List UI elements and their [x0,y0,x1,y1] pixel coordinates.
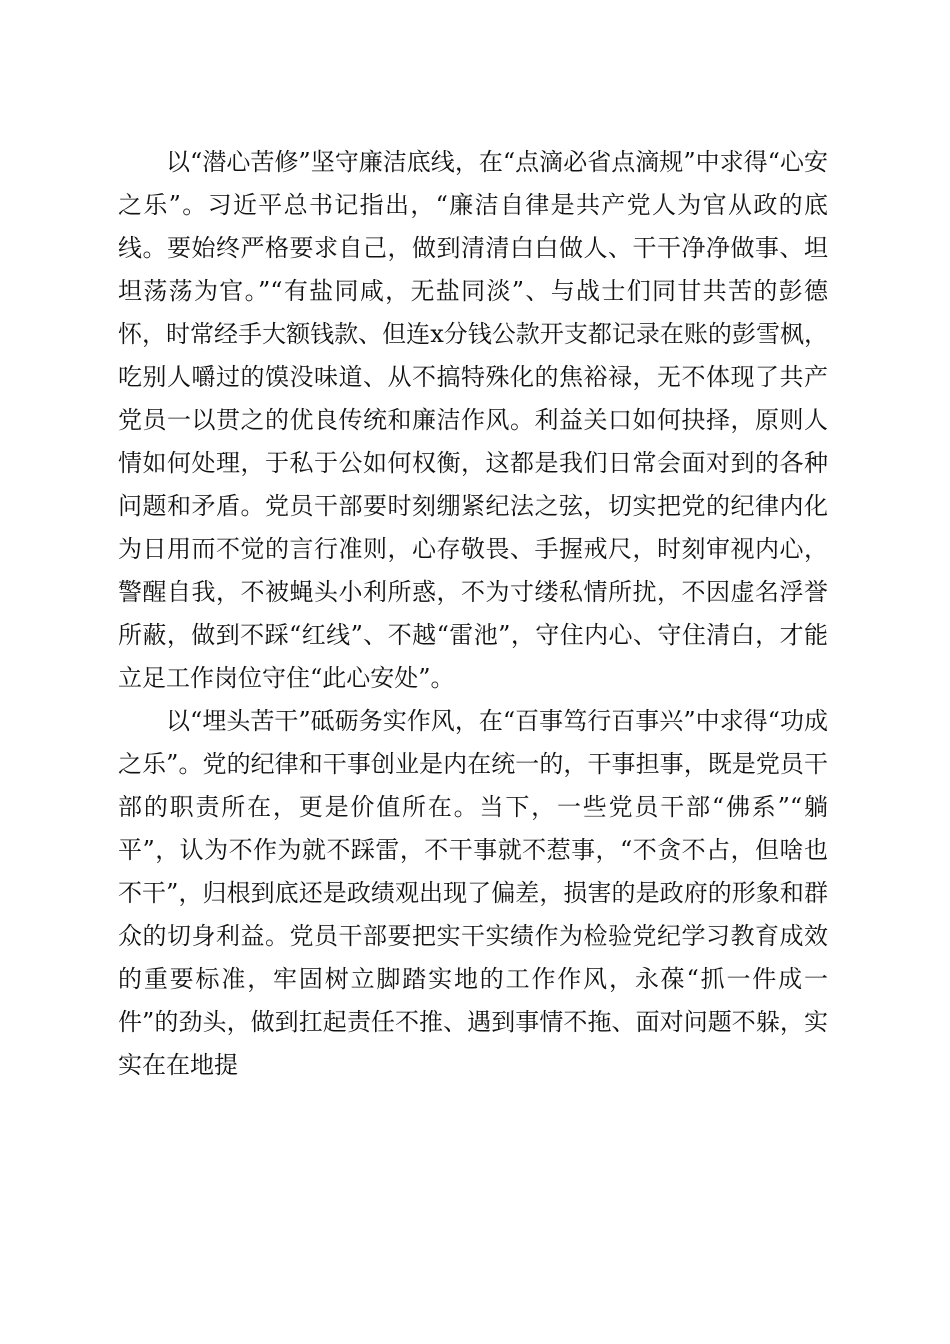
paragraph-hard-work: 以“埋头苦干”砥砺务实作风，在“百事笃行百事兴”中求得“功成之乐”。党的纪律和干事创业是内在统一的，干事担事，既是党员干部的职责所在，更是价值所在。当下，一些党员干部“佛系”“躺平”，认为不作为就不踩雷，不干事就不惹事，“不贪不占，但啥也不干”，归根到底还是政绩观出现了偏差，损害的是政府的形象和群众的切身利益。党员干部要把实干实绩作为检验党纪学习教育成效的重要标准，牢固树立脚踏实地的工作作风，永葆“抓一件成一件”的劲头，做到扛起责任不推、遇到事情不拖、面对问题不躲，实实在在地提 [118,707,828,1079]
document-body [118,141,828,1087]
paragraph-integrity: 以“潜心苦修”坚守廉洁底线，在“点滴必省点滴规”中求得“心安之乐”。习近平总书记指出，“廉洁自律是共产党人为官从政的底线。要始终严格要求自己，做到清清白白做人、干干净净做事、坦坦荡荡为官。”“有盐同咸，无盐同淡”、与战士们同甘共苦的彭德怀，时常经手大额钱款、但连x分钱公款开支都记录在账的彭雪枫，吃别人嚼过的馍没味道、从不搞特殊化的焦裕禄，无不体现了共产党员一以贯之的优良传统和廉洁作风。利益关口如何抉择，原则人情如何处理，于私于公如何权衡，这都是我们日常会面对到的各种问题和矛盾。党员干部要时刻绷紧纪法之弦，切实把党的纪律内化为日用而不觉的言行准则，心存敬畏、手握戒尺，时刻审视内心，警醒自我，不被蝇头小利所惑，不为寸缕私情所扰，不因虚名浮誉所蔽，做到不踩“红线”、不越“雷池”，守住内心、守住清白，才能立足工作岗位守住“此心安处”。 [118,148,828,692]
